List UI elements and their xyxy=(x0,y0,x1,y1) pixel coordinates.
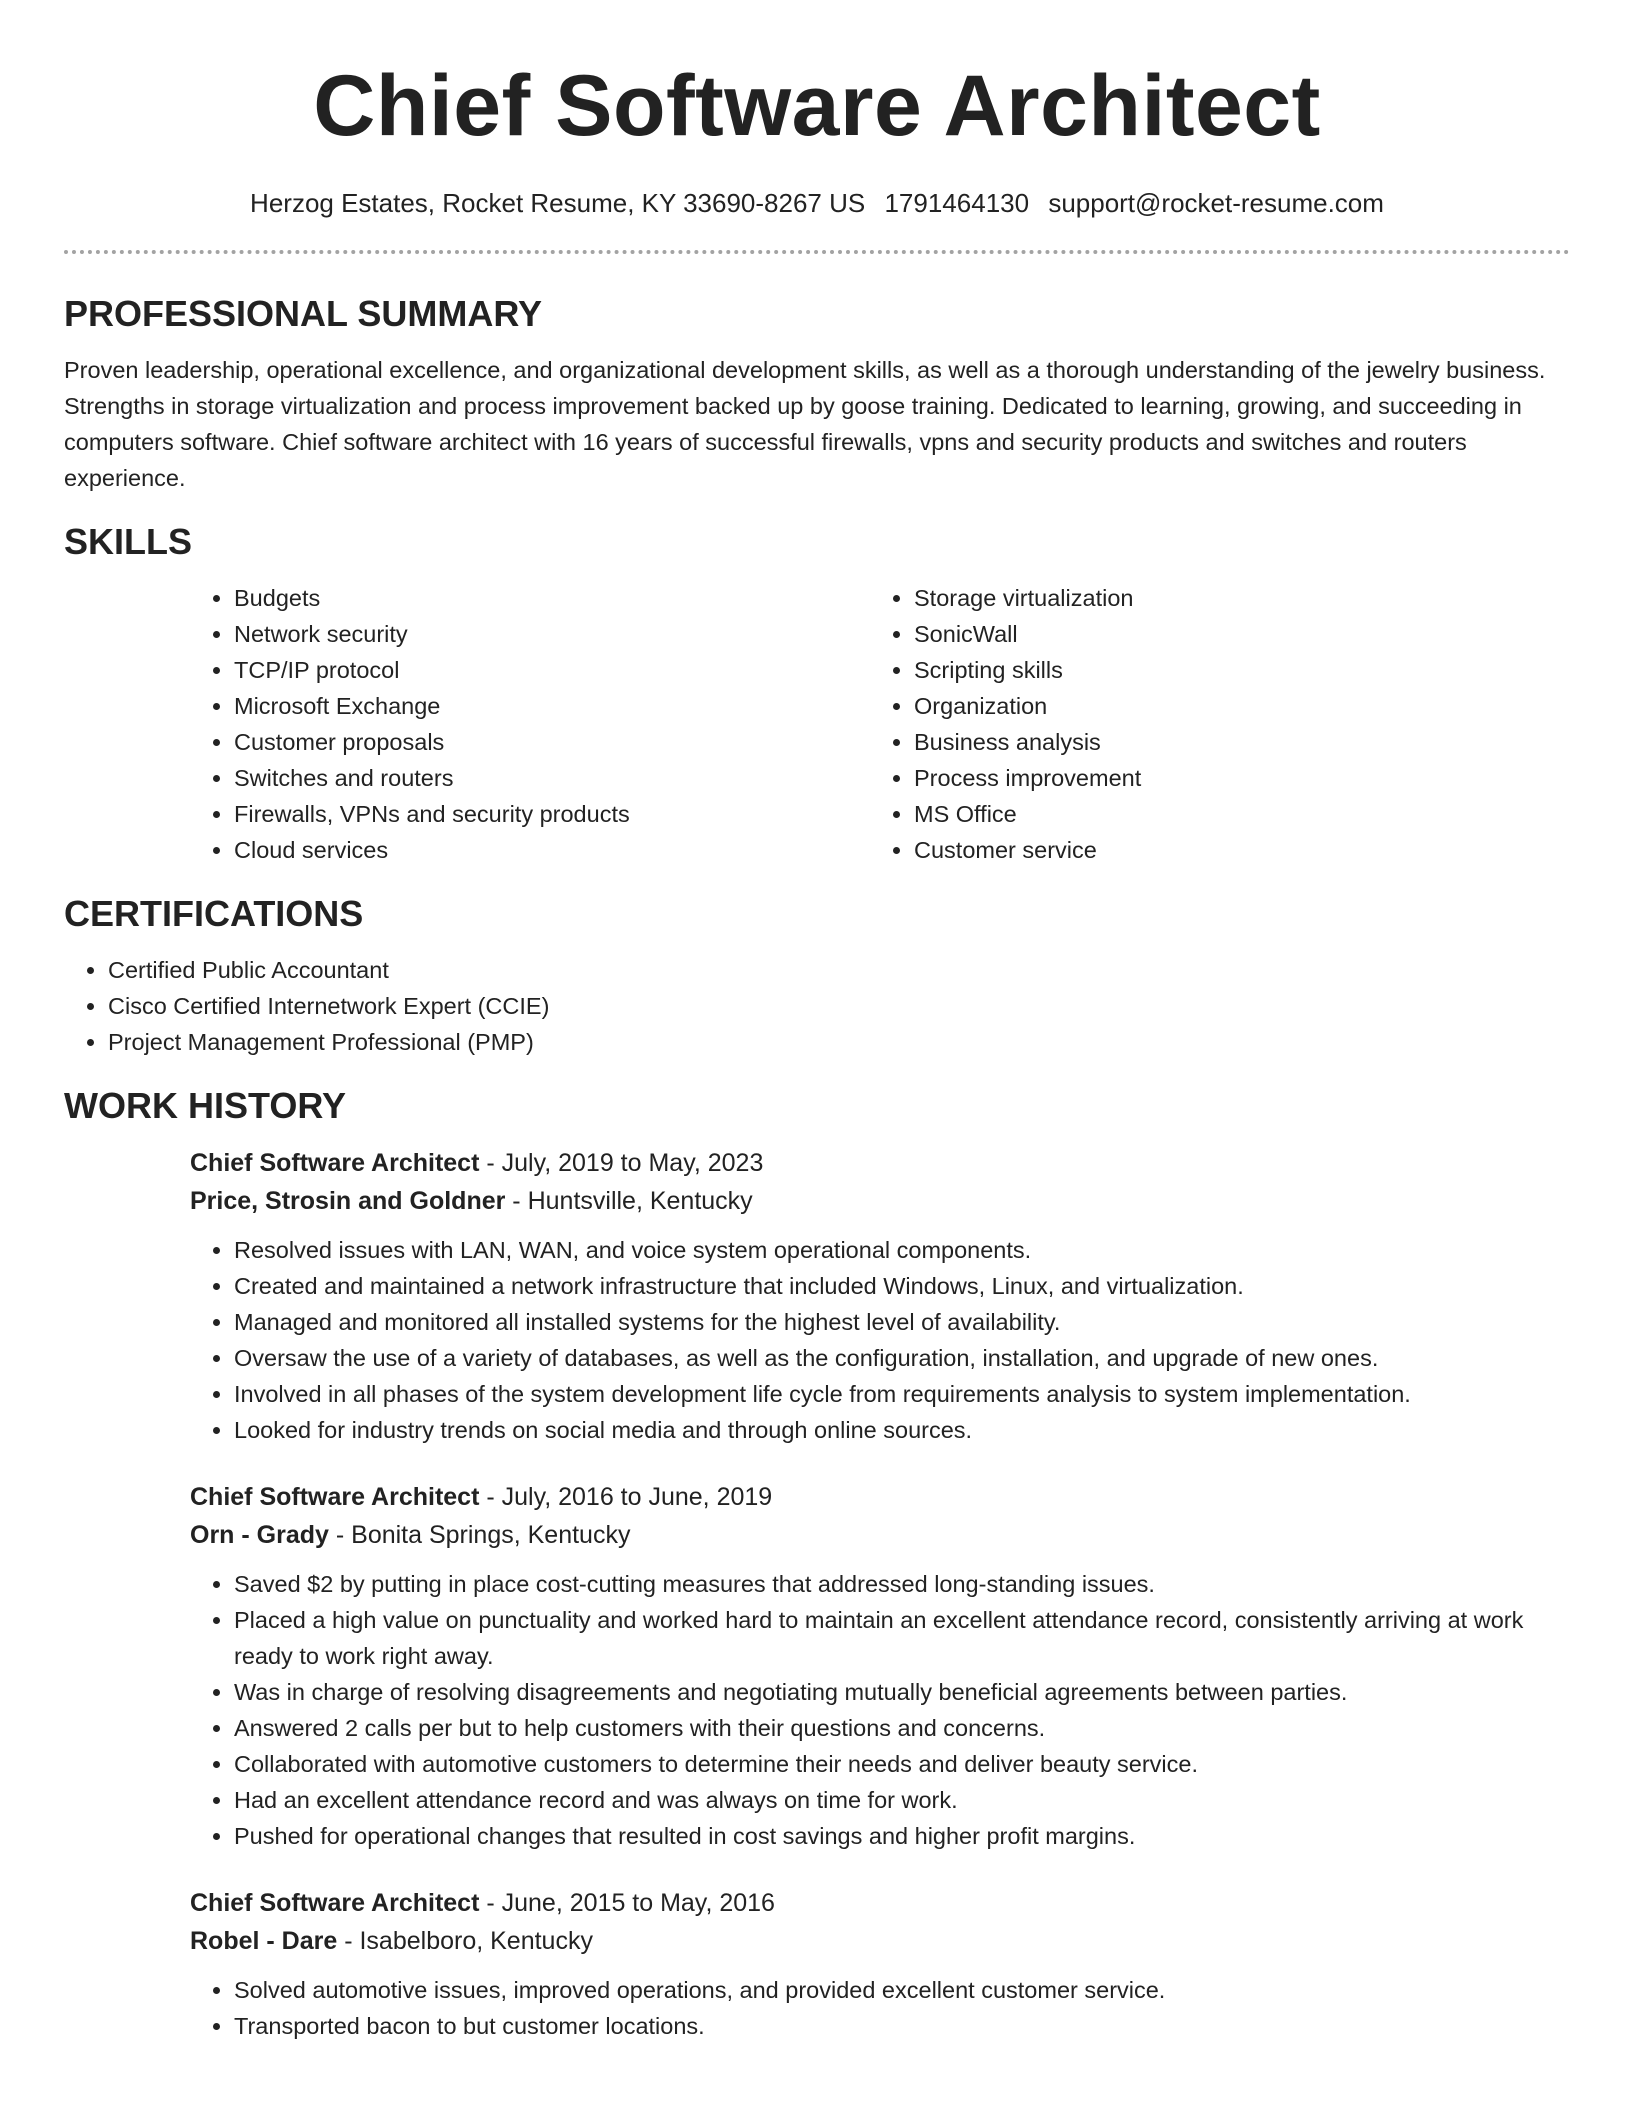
job-entry xyxy=(190,1478,1570,1854)
job-bullets xyxy=(190,1566,1570,1854)
job-company-line xyxy=(190,1182,1570,1220)
certifications-title: CERTIFICATIONS xyxy=(64,893,364,934)
contact-address: Herzog Estates, Rocket Resume, KY 33690-8267 US xyxy=(250,188,866,218)
summary-title: PROFESSIONAL SUMMARY xyxy=(64,293,543,334)
skill-item: • SonicWall xyxy=(914,616,1550,652)
certification-item: • Project Management Professional (PMP) xyxy=(108,1024,1570,1060)
job-bullet: • Collaborated with automotive customers to determine their needs and deliver beauty service. xyxy=(234,1746,1570,1782)
job-bullet: • Placed a high value on punctuality and worked hard to maintain an excellent attendance record, consistently arriving at work ready to work right away. xyxy=(234,1602,1570,1674)
job-bullet: • Resolved issues with LAN, WAN, and voice system operational components. xyxy=(234,1232,1570,1268)
job-title-line xyxy=(190,1144,1570,1182)
skill-item: • Customer service xyxy=(914,832,1550,868)
job-dates: - July, 2019 to May, 2023 xyxy=(479,1149,764,1177)
job-bullets xyxy=(190,1972,1570,2044)
header-divider xyxy=(64,250,1570,254)
skill-item: • Cloud services xyxy=(234,832,870,868)
job-bullet: • Created and maintained a network infrastructure that included Windows, Linux, and virtualization. xyxy=(234,1268,1570,1304)
job-bullet: • Pushed for operational changes that resulted in cost savings and higher profit margins. xyxy=(234,1818,1570,1854)
skill-item: • Process improvement xyxy=(914,760,1550,796)
job-bullets xyxy=(190,1232,1570,1448)
job-entry xyxy=(190,1144,1570,1448)
work-history-section xyxy=(64,1084,1570,2044)
job-role: Chief Software Architect xyxy=(190,1483,480,1511)
summary-section xyxy=(64,292,1570,496)
certifications-list xyxy=(64,952,1570,1060)
skill-item: • Customer proposals xyxy=(234,724,870,760)
job-role: Chief Software Architect xyxy=(190,1889,480,1917)
contact-phone: 1791464130 xyxy=(884,188,1030,218)
summary-text: Proven leadership, operational excellence, and organizational development skills, as well as a thorough understanding of the jewelry business. Strengths in storage virtualization and process improvement backed up by goose training. Dedicated to learning, growing, and succeeding in computers software. Chief software architect with 16 years of successful firewalls, vpns and security products and switches and routers experience. xyxy=(64,357,1546,491)
job-bullet: • Looked for industry trends on social media and through online sources. xyxy=(234,1412,1570,1448)
work-history-title: WORK HISTORY xyxy=(64,1085,347,1126)
job-company: Robel - Dare xyxy=(190,1927,338,1955)
job-location: - Isabelboro, Kentucky xyxy=(337,1927,593,1955)
skills-right-column xyxy=(870,580,1550,868)
job-bullet: • Had an excellent attendance record and was always on time for work. xyxy=(234,1782,1570,1818)
job-bullet: • Solved automotive issues, improved operations, and provided excellent customer service. xyxy=(234,1972,1570,2008)
job-title-line xyxy=(190,1478,1570,1516)
skills-left-column xyxy=(190,580,870,868)
job-entry xyxy=(190,1884,1570,2044)
job-company: Price, Strosin and Goldner xyxy=(190,1187,506,1215)
skill-item: • MS Office xyxy=(914,796,1550,832)
contact-line xyxy=(64,186,1570,220)
skills-columns xyxy=(190,580,1570,868)
job-location: - Huntsville, Kentucky xyxy=(505,1187,753,1215)
job-dates: - June, 2015 to May, 2016 xyxy=(479,1889,775,1917)
job-bullet: • Involved in all phases of the system development life cycle from requirements analysis to system implementation. xyxy=(234,1376,1570,1412)
skill-item: • Storage virtualization xyxy=(914,580,1550,616)
job-company-line xyxy=(190,1516,1570,1554)
certifications-section xyxy=(64,892,1570,1060)
skill-item: • TCP/IP protocol xyxy=(234,652,870,688)
job-bullet: • Saved $2 by putting in place cost-cutting measures that addressed long-standing issues. xyxy=(234,1566,1570,1602)
job-bullet: • Oversaw the use of a variety of databases, as well as the configuration, installation, and upgrade of new ones. xyxy=(234,1340,1570,1376)
job-bullet: • Transported bacon to but customer locations. xyxy=(234,2008,1570,2044)
skill-item: • Scripting skills xyxy=(914,652,1550,688)
certification-item: • Cisco Certified Internetwork Expert (CCIE) xyxy=(108,988,1570,1024)
job-role: Chief Software Architect xyxy=(190,1149,480,1177)
skill-item: • Microsoft Exchange xyxy=(234,688,870,724)
contact-email[interactable]: support@rocket-resume.com xyxy=(1048,188,1384,218)
skill-item: • Switches and routers xyxy=(234,760,870,796)
skills-title: SKILLS xyxy=(64,521,193,562)
certification-item: • Certified Public Accountant xyxy=(108,952,1570,988)
job-location: - Bonita Springs, Kentucky xyxy=(328,1521,631,1549)
skill-item: • Firewalls, VPNs and security products xyxy=(234,796,870,832)
job-company: Orn - Grady xyxy=(190,1521,329,1549)
job-bullet: • Managed and monitored all installed systems for the highest level of availability. xyxy=(234,1304,1570,1340)
job-bullet: • Answered 2 calls per but to help customers with their questions and concerns. xyxy=(234,1710,1570,1746)
resume-name-heading: Chief Software Architect xyxy=(313,58,1321,154)
job-company-line xyxy=(190,1922,1570,1960)
job-bullet: • Was in charge of resolving disagreements and negotiating mutually beneficial agreements between parties. xyxy=(234,1674,1570,1710)
job-dates: - July, 2016 to June, 2019 xyxy=(479,1483,773,1511)
skills-section xyxy=(64,520,1570,868)
skill-item: • Budgets xyxy=(234,580,870,616)
job-title-line xyxy=(190,1884,1570,1922)
resume-page xyxy=(64,0,1570,2044)
skill-item: • Network security xyxy=(234,616,870,652)
skill-item: • Organization xyxy=(914,688,1550,724)
skill-item: • Business analysis xyxy=(914,724,1550,760)
